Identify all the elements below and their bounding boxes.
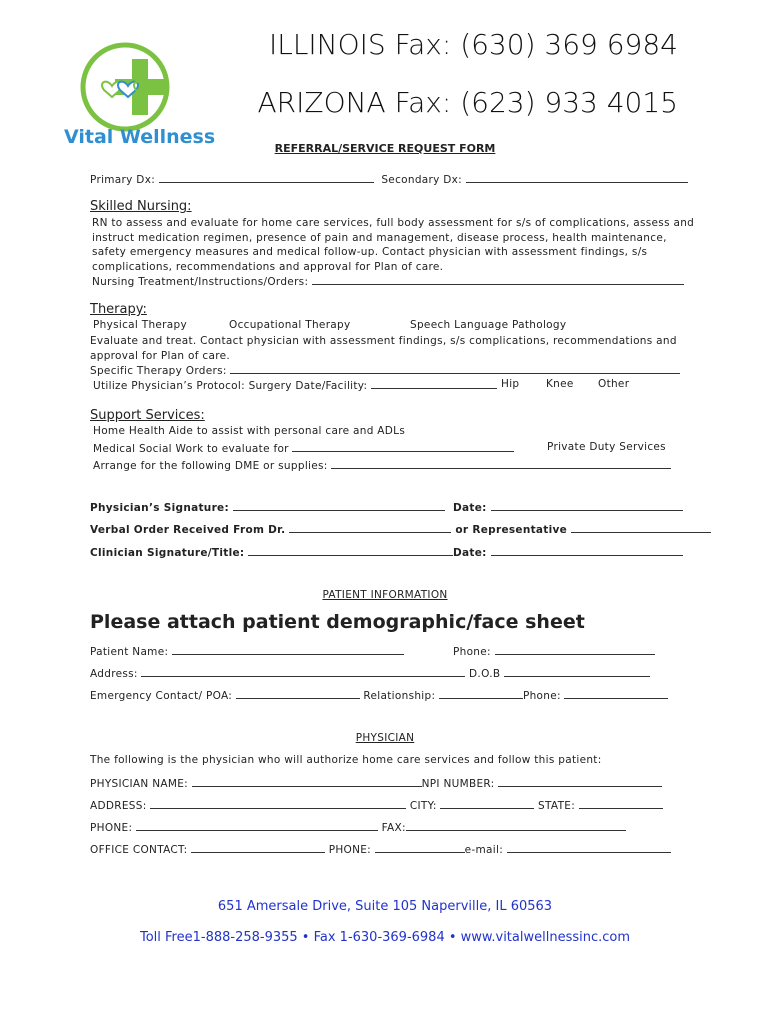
nursing-orders-label: Nursing Treatment/Instructions/Orders: xyxy=(92,276,309,289)
footer-contact: Toll Free1-888-258-9355 • Fax 1-630-369-6984 • www.vitalwellnessinc.com xyxy=(139,930,631,945)
patient-phone-row xyxy=(453,644,655,658)
physician-header: PHYSICIAN xyxy=(355,732,415,744)
physician-name-field[interactable] xyxy=(192,776,422,787)
patient-name-label: Patient Name: xyxy=(90,646,169,658)
patient-phone-label: Phone: xyxy=(453,646,491,658)
emergency-phone-field[interactable] xyxy=(564,688,668,699)
other-option[interactable]: Other xyxy=(598,378,630,390)
protocol-field[interactable] xyxy=(371,378,497,389)
emergency-contact-label: Emergency Contact/ POA: xyxy=(90,690,233,702)
footer-address: 651 Amersale Drive, Suite 105 Naperville, IL 60563 xyxy=(217,899,553,914)
therapy-line: Evaluate and treat. Contact physician with assessment findings, s/s complications, recommendations and xyxy=(90,335,677,347)
office-contact-field[interactable] xyxy=(191,842,325,853)
signature-date-row xyxy=(453,500,683,514)
secondary-dx-label: Secondary Dx: xyxy=(381,174,463,186)
patient-info-header: PATIENT INFORMATION xyxy=(322,589,448,601)
physician-address-row xyxy=(90,798,663,812)
msw-row xyxy=(93,441,514,455)
emergency-phone-label: Phone: xyxy=(522,690,561,702)
therapy-line: approval for Plan of care. xyxy=(90,349,230,362)
physician-fax-label: FAX: xyxy=(381,822,406,834)
relationship-label: Relationship: xyxy=(363,690,436,702)
primary-dx-field[interactable] xyxy=(159,172,374,183)
verbal-order-row xyxy=(90,522,711,536)
patient-name-field[interactable] xyxy=(172,644,404,655)
therapy-orders-field[interactable] xyxy=(230,363,680,374)
dme-row xyxy=(93,458,671,472)
emergency-row xyxy=(90,688,668,702)
protocol-label: Utilize Physician’s Protocol: Surgery Date/Facility: xyxy=(93,380,368,392)
knee-option[interactable]: Knee xyxy=(546,378,574,390)
physician-signature-field[interactable] xyxy=(233,500,445,511)
verbal-order-field[interactable] xyxy=(289,522,451,533)
skilled-line: safety emergency measures and medical follow-up. Contact physician with assessment findings, s/s xyxy=(92,246,648,259)
physician-address-field[interactable] xyxy=(150,798,406,809)
patient-phone-field[interactable] xyxy=(495,644,655,655)
office-phone-field[interactable] xyxy=(375,842,465,853)
dob-field[interactable] xyxy=(504,666,650,677)
therapy-options xyxy=(93,319,187,331)
dme-label: Arrange for the following DME or supplies: xyxy=(93,460,328,472)
therapy-orders-row xyxy=(90,363,680,379)
support-services-header: Support Services: xyxy=(90,408,205,423)
email-label: e-mail: xyxy=(464,844,504,856)
office-contact-row xyxy=(90,842,671,856)
patient-address-label: Address: xyxy=(90,668,138,680)
physician-phone-field[interactable] xyxy=(136,820,378,831)
physician-signature-label: Physician’s Signature: xyxy=(90,502,229,514)
dme-field[interactable] xyxy=(331,458,671,469)
physician-intro: The following is the physician who will authorize home care services and follow this patient: xyxy=(90,754,602,766)
state-label: STATE: xyxy=(538,800,576,812)
home-health-aide-option[interactable]: Home Health Aide to assist with personal care and ADLs xyxy=(93,425,406,437)
attach-notice xyxy=(90,611,585,633)
therapy-header: Therapy: xyxy=(90,302,147,317)
medical-social-work-option[interactable]: Medical Social Work to evaluate for xyxy=(93,443,289,455)
form-title: REFERRAL/SERVICE REQUEST FORM xyxy=(274,142,496,155)
skilled-line: complications, recommendations and approval for Plan of care. xyxy=(92,260,444,273)
signature-date-field[interactable] xyxy=(491,500,683,511)
attach-text: Please attach patient demographic/face sheet xyxy=(90,611,585,633)
hip-option[interactable]: Hip xyxy=(501,378,520,390)
physician-name-row xyxy=(90,776,662,790)
secondary-dx-field[interactable] xyxy=(466,172,688,183)
physician-address-label: ADDRESS: xyxy=(90,800,147,812)
npi-field[interactable] xyxy=(498,776,662,787)
physician-phone-label: PHONE: xyxy=(90,822,133,834)
primary-dx-label: Primary Dx: xyxy=(90,174,156,186)
skilled-line: RN to assess and evaluate for home care services, full body assessment for s/s of complications, assess and xyxy=(92,217,695,229)
emergency-contact-field[interactable] xyxy=(236,688,360,699)
verbal-order-label: Verbal Order Received From Dr. xyxy=(90,524,286,536)
physical-therapy-option[interactable]: Physical Therapy xyxy=(93,319,188,331)
primary-dx-row xyxy=(90,172,688,186)
physician-name-label: PHYSICIAN NAME: xyxy=(90,778,188,790)
clinician-signature-label: Clinician Signature/Title: xyxy=(90,547,245,559)
patient-name-row xyxy=(90,644,404,658)
speech-therapy-option[interactable]: Speech Language Pathology xyxy=(410,319,567,331)
clinician-date-label: Date: xyxy=(453,547,487,559)
illinois-fax: ILLINOIS Fax: (630) 369 6984 xyxy=(268,28,678,61)
clinician-signature-row xyxy=(90,545,453,559)
clinician-date-row xyxy=(453,545,683,559)
skilled-nursing-header: Skilled Nursing: xyxy=(90,199,192,214)
npi-label: NPI NUMBER: xyxy=(421,778,495,790)
patient-address-field[interactable] xyxy=(141,666,465,677)
office-contact-label: OFFICE CONTACT: xyxy=(90,844,188,856)
therapy-text xyxy=(90,334,680,379)
relationship-field[interactable] xyxy=(439,688,523,699)
nursing-orders-field[interactable] xyxy=(312,274,684,285)
representative-label: or Representative xyxy=(455,524,568,536)
private-duty-option[interactable]: Private Duty Services xyxy=(547,441,666,453)
nursing-orders-row xyxy=(92,274,694,290)
arizona-fax: ARIZONA Fax: (623) 933 4015 xyxy=(257,86,678,119)
city-field[interactable] xyxy=(440,798,534,809)
skilled-line: instruct medication regimen, presence of pain and management, disease process, health maintenance, xyxy=(92,231,667,244)
representative-field[interactable] xyxy=(571,522,711,533)
vital-wellness-logo-icon xyxy=(60,42,220,132)
physician-phone-row xyxy=(90,820,626,834)
protocol-row xyxy=(93,378,497,392)
clinician-signature-field[interactable] xyxy=(248,545,453,556)
logo xyxy=(60,42,220,152)
skilled-nursing-text xyxy=(92,216,694,290)
msw-field[interactable] xyxy=(292,441,514,452)
dob-label: D.O.B xyxy=(469,668,501,680)
office-phone-label: PHONE: xyxy=(328,844,372,856)
email-field[interactable] xyxy=(507,842,671,853)
physician-fax-field[interactable] xyxy=(406,820,626,831)
signature-date-label: Date: xyxy=(453,502,487,514)
occupational-therapy-option[interactable]: Occupational Therapy xyxy=(229,319,351,331)
physician-signature-row xyxy=(90,500,445,514)
clinician-date-field[interactable] xyxy=(491,545,683,556)
patient-address-row xyxy=(90,666,650,680)
city-label: CITY: xyxy=(409,800,437,812)
state-field[interactable] xyxy=(579,798,663,809)
logo-text: Vital Wellness xyxy=(64,126,216,148)
therapy-orders-label: Specific Therapy Orders: xyxy=(90,365,227,378)
